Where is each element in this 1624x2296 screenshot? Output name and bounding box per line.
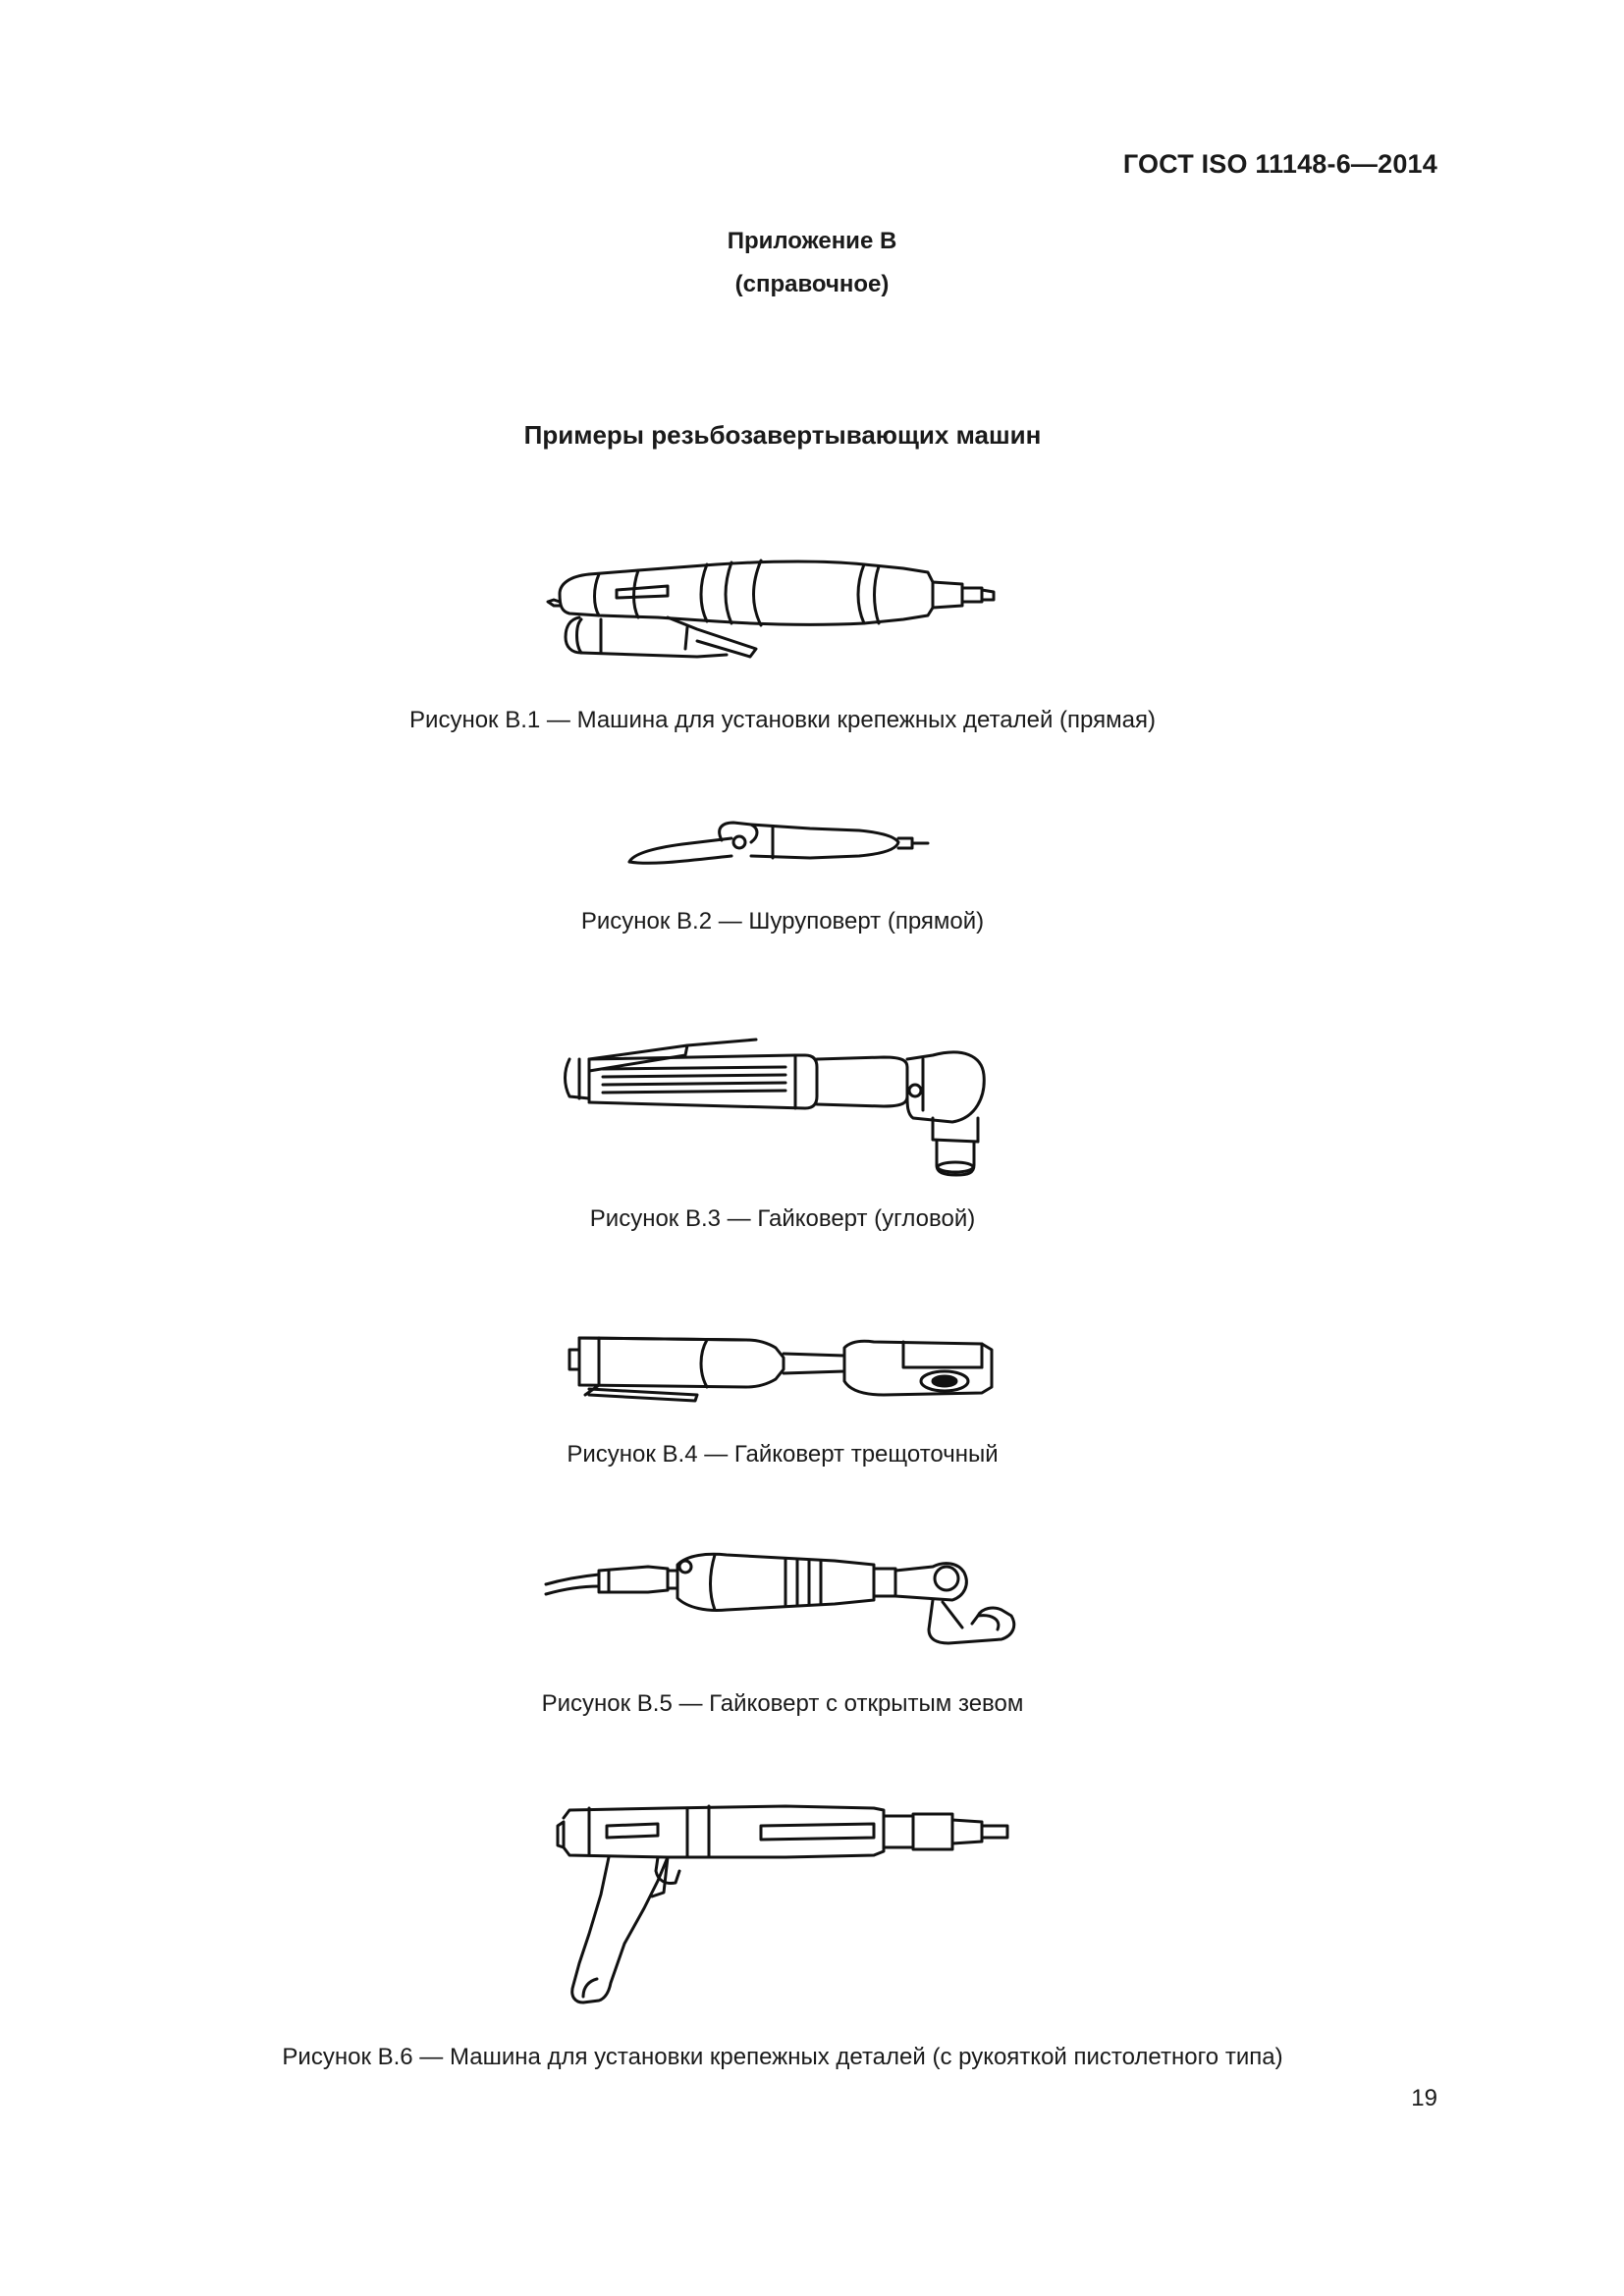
page-number: 19 — [1411, 2085, 1437, 2111]
ratchet-nutrunner-icon — [560, 1310, 1001, 1418]
annex-title: Приложение В — [727, 228, 897, 254]
angle-nutrunner-icon — [560, 1016, 1001, 1183]
section-title: Примеры резьбозавертывающих машин — [523, 420, 1042, 450]
pistol-grip-fastening-tool-icon — [550, 1787, 1021, 2022]
straight-fastening-tool-icon — [540, 555, 1021, 672]
figure-caption: Рисунок В.1 — Машина для установки крепежных деталей (прямая) — [409, 707, 1156, 733]
figure-caption: Рисунок В.2 — Шуруповерт (прямой) — [580, 908, 985, 934]
figure-caption: Рисунок В.4 — Гайковерт трещоточный — [567, 1441, 999, 1468]
figure-caption: Рисунок В.5 — Гайковерт с открытым зевом — [541, 1690, 1024, 1717]
open-end-nutrunner-icon — [540, 1541, 1031, 1669]
annex-type: (справочное) — [734, 271, 890, 297]
figure-caption: Рисунок В.6 — Машина для установки крепежных деталей (с рукояткой пистолетного типа) — [282, 2044, 1283, 2070]
straight-screwdriver-icon — [623, 815, 938, 874]
figure-caption: Рисунок В.3 — Гайковерт (угловой) — [589, 1205, 976, 1232]
document-header: ГОСТ ISO 11148-6—2014 — [1122, 149, 1437, 179]
